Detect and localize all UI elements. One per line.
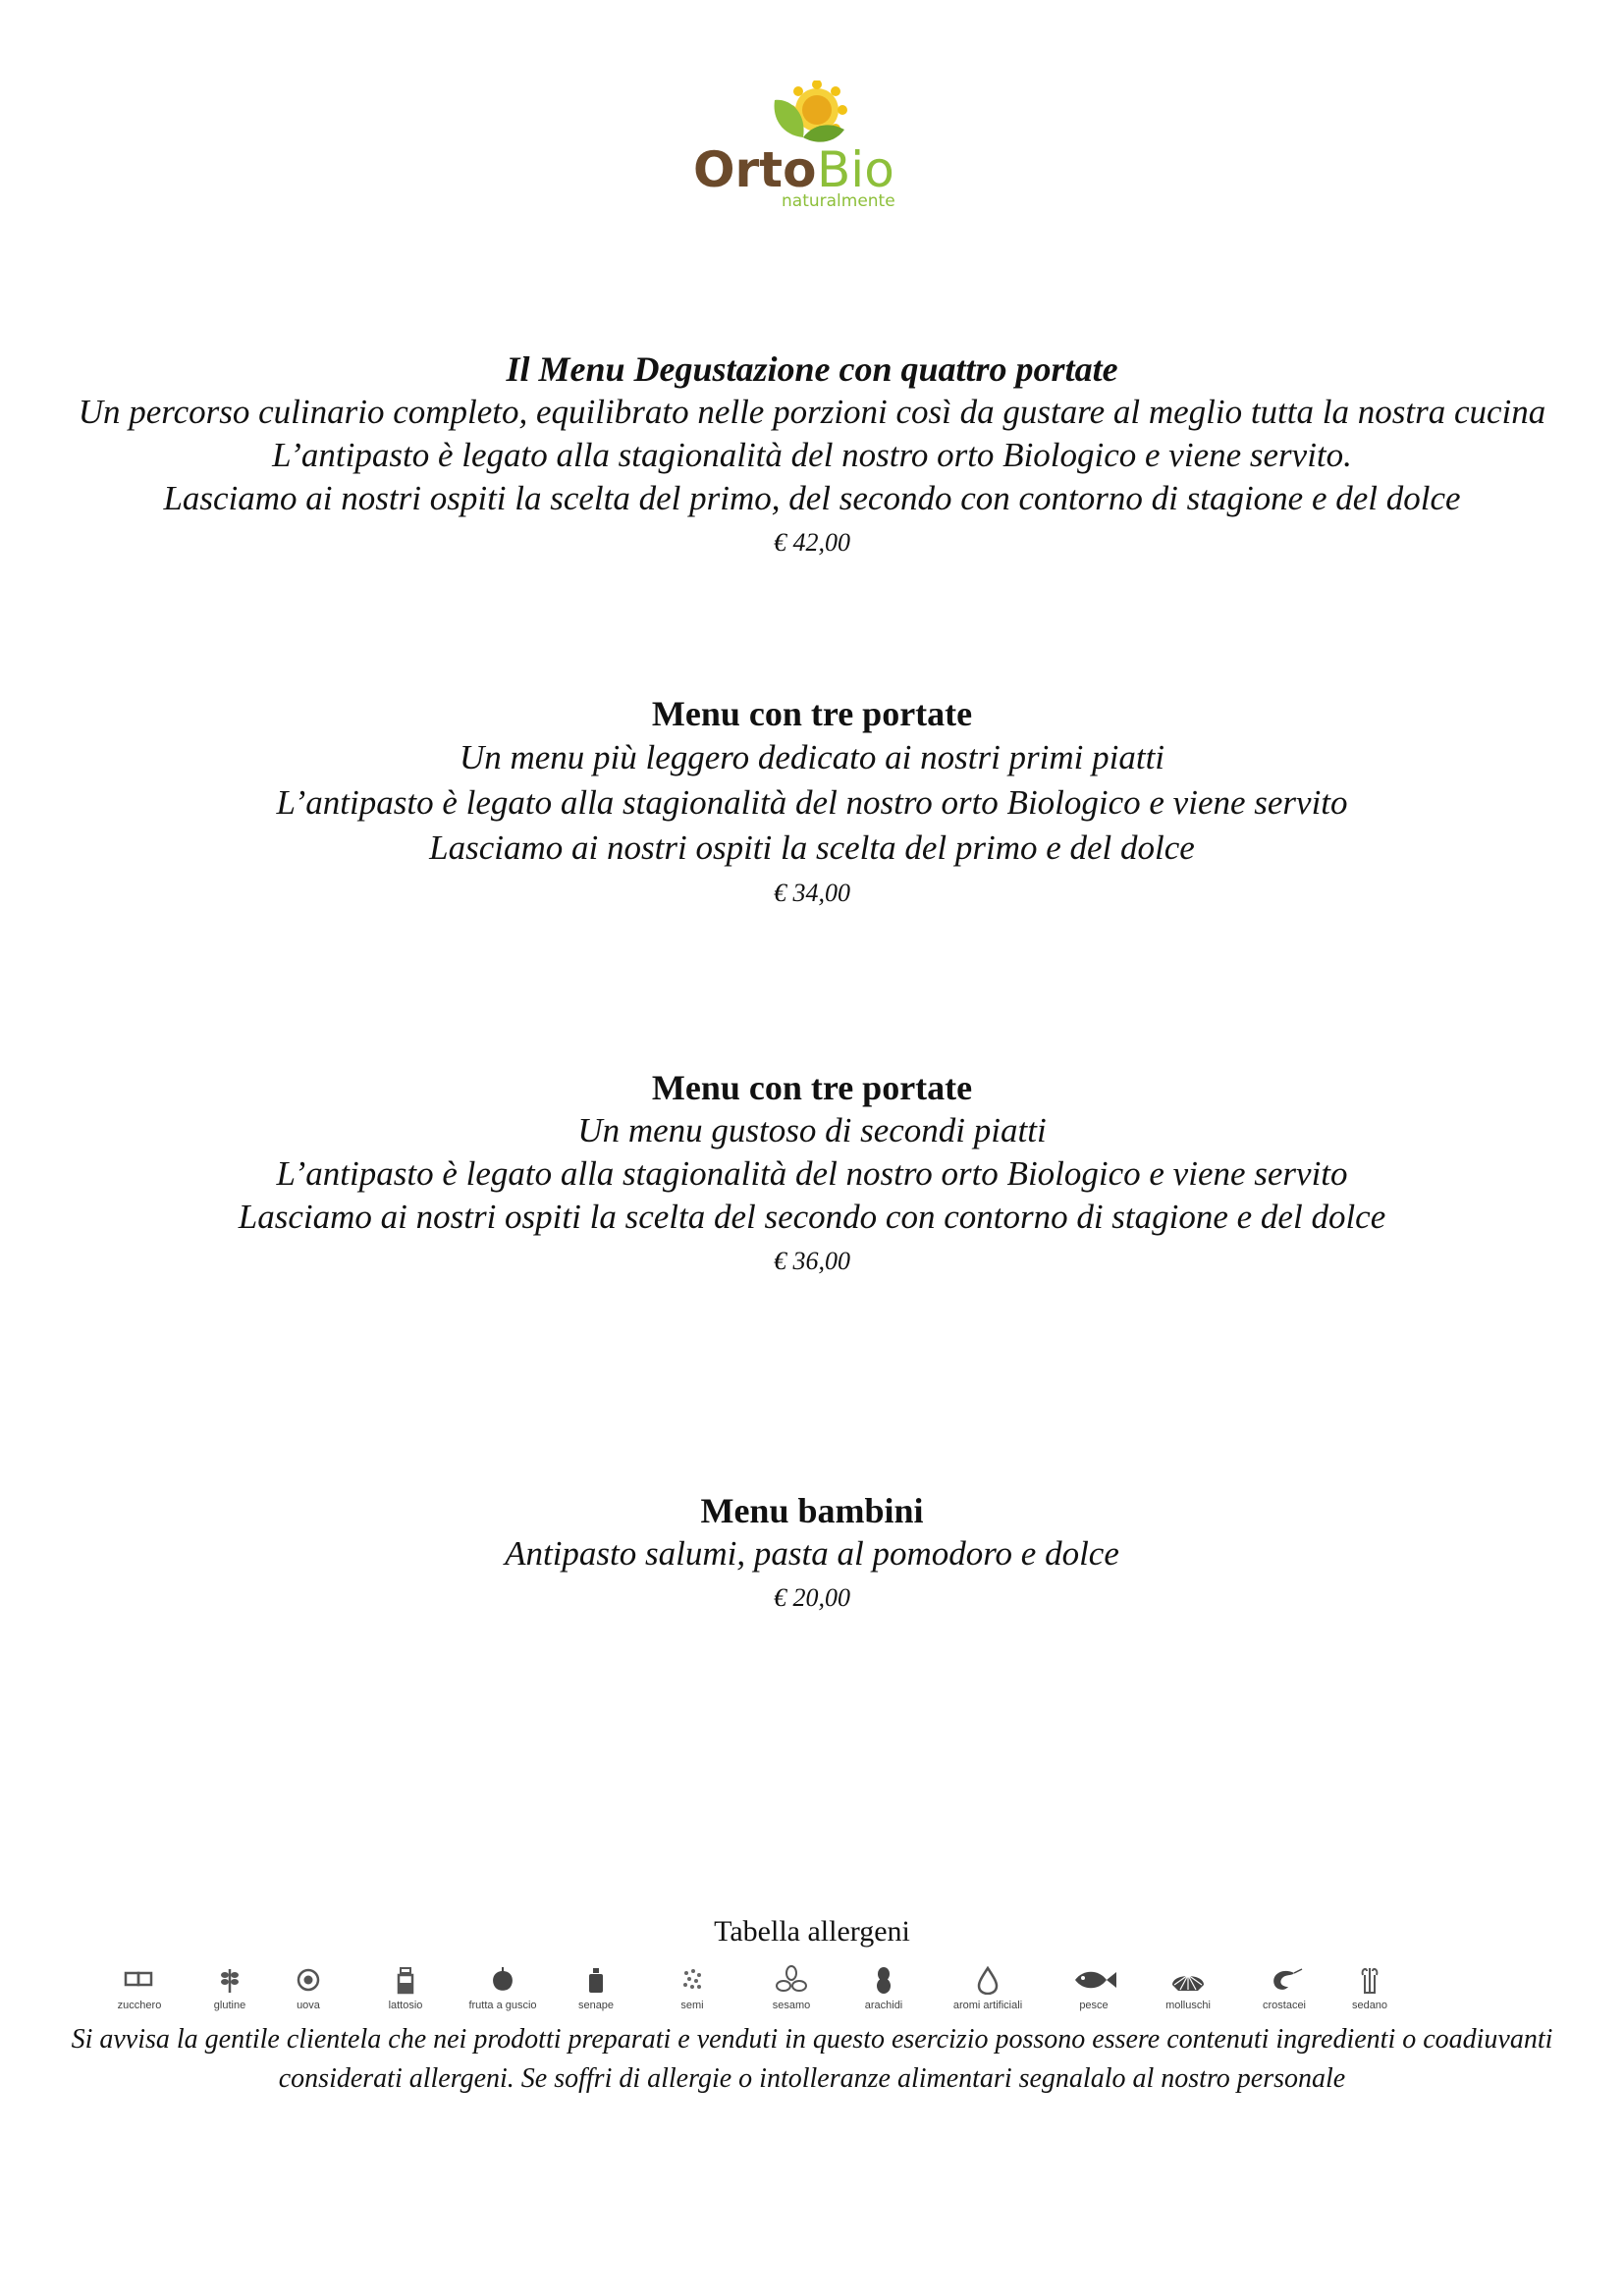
seeds-icon: [673, 1965, 712, 1995]
logo-text-orto: Orto: [693, 141, 817, 198]
menu-section-primi: [0, 692, 1624, 910]
allergen-table-title: Tabella allergeni: [714, 1915, 910, 1948]
drop-icon: [968, 1965, 1007, 1995]
allergen-label: uova: [297, 2000, 320, 2011]
allergen-item: [90, 1965, 189, 2012]
allergen-item: [643, 1965, 741, 2012]
menu-description-line: Un menu più leggero dedicato ai nostri primi piatti: [459, 738, 1165, 776]
menu-description-line: Lasciamo ai nostri ospiti la scelta del primo e del dolce: [429, 828, 1195, 867]
logo-text-bio: Bio: [817, 141, 894, 198]
milk-icon: [386, 1965, 425, 1995]
ortobio-logo: [681, 80, 937, 228]
allergen-item: [547, 1965, 645, 2012]
menu-price: € 36,00: [774, 1247, 850, 1275]
menu-description-line: Un menu gustoso di secondi piatti: [577, 1111, 1047, 1149]
shrimp-icon: [1265, 1965, 1304, 1995]
menu-description-line: L’antipasto è legato alla stagionalità del nostro orto Biologico e viene servito: [276, 783, 1348, 822]
allergen-label: sesamo: [772, 2000, 811, 2011]
allergen-item: [1321, 1965, 1419, 2012]
menu-price: € 34,00: [774, 879, 850, 907]
allergen-label: semi: [680, 2000, 704, 2011]
allergen-notice-line: Si avvisa la gentile clientela che nei prodotti preparati e venduti in questo esercizio possono essere contenuti ingredienti o coadiuvanti: [71, 2024, 1553, 2055]
logo-tagline: naturalmente: [782, 191, 895, 211]
menu-description-line: Lasciamo ai nostri ospiti la scelta del primo, del secondo con contorno di stagione e del dolce: [163, 479, 1461, 517]
menu-description-line: L’antipasto è legato alla stagionalità del nostro orto Biologico e viene servito.: [272, 436, 1352, 474]
allergen-label: sedano: [1351, 2000, 1388, 2011]
allergen-item: [939, 1965, 1037, 2012]
allergen-label: frutta a guscio: [468, 2000, 537, 2011]
menu-price: € 20,00: [774, 1583, 850, 1612]
allergen-item: [259, 1965, 357, 2012]
allergen-item: [356, 1965, 455, 2012]
allergen-label: aromi artificiali: [952, 2000, 1023, 2011]
shell-icon: [1168, 1965, 1208, 1995]
allergen-label: lattosio: [388, 2000, 423, 2011]
allergen-item: [742, 1965, 840, 2012]
menu-title: Il Menu Degustazione con quattro portate: [506, 349, 1118, 389]
menu-title: Menu bambini: [700, 1491, 924, 1530]
allergen-item: [454, 1965, 552, 2012]
menu-title: Menu con tre portate: [651, 694, 973, 733]
celery-icon: [1350, 1965, 1389, 1995]
allergen-item: [1235, 1965, 1333, 2012]
allergen-label: pesce: [1079, 2000, 1109, 2011]
menu-section-degustazione: [0, 347, 1624, 560]
menu-section-secondi: [0, 1066, 1624, 1278]
menu-price: € 42,00: [774, 528, 850, 557]
allergen-item: [1045, 1965, 1143, 2012]
sesame-icon: [772, 1965, 811, 1995]
allergen-label: arachidi: [864, 2000, 903, 2011]
menu-section-bambini: [0, 1489, 1624, 1615]
allergen-item: [835, 1965, 933, 2012]
wheat-icon: [210, 1965, 249, 1995]
logo-graphic: [681, 80, 937, 228]
menu-description-line: L’antipasto è legato alla stagionalità del nostro orto Biologico e viene servito: [276, 1154, 1348, 1193]
peanut-icon: [864, 1965, 903, 1995]
menu-description-line: Lasciamo ai nostri ospiti la scelta del secondo con contorno di stagione e del dolce: [238, 1198, 1386, 1236]
nut-icon: [483, 1965, 522, 1995]
allergen-notice: [0, 2020, 1624, 2099]
allergen-icon-row: [90, 1965, 1465, 2026]
sugar-icon: [120, 1965, 159, 1995]
menu-description-line: Un percorso culinario completo, equilibrato nelle porzioni così da gustare al meglio tutta la nostra cucina: [78, 393, 1546, 431]
menu-title: Menu con tre portate: [651, 1068, 973, 1107]
menu-description-line: Antipasto salumi, pasta al pomodoro e dolce: [505, 1534, 1119, 1573]
allergen-label: molluschi: [1165, 2000, 1211, 2011]
allergen-notice-line: considerati allergeni. Se soffri di allergie o intolleranze alimentari segnalalo al nostro personale: [278, 2063, 1346, 2094]
allergen-item: [1139, 1965, 1237, 2012]
allergen-label: crostacei: [1262, 2000, 1307, 2011]
allergen-label: senape: [577, 2000, 615, 2011]
allergen-label: zucchero: [117, 2000, 162, 2011]
fish-icon: [1069, 1965, 1118, 1995]
egg-icon: [289, 1965, 328, 1995]
mustard-icon: [576, 1965, 616, 1995]
allergen-label: glutine: [213, 2000, 246, 2011]
